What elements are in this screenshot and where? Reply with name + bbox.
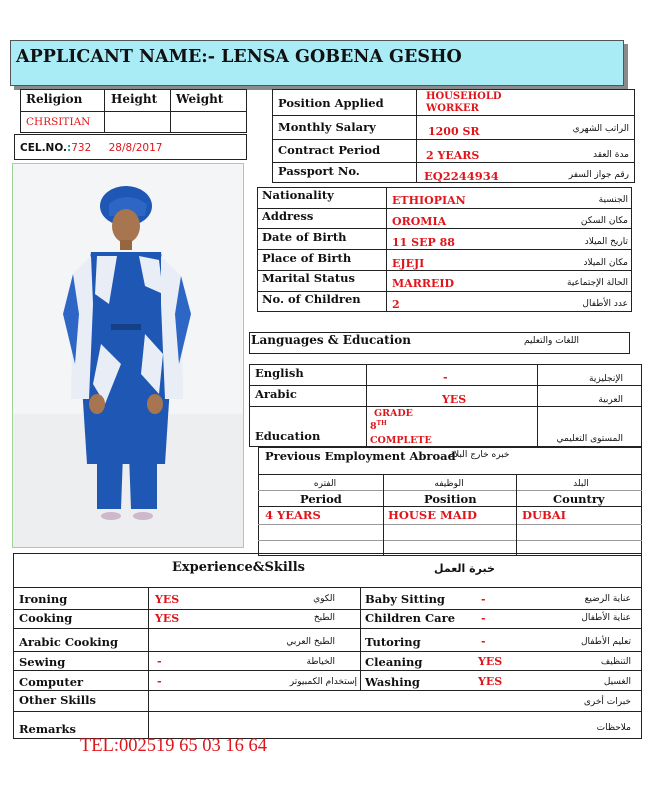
cleaning-label: Cleaning xyxy=(365,655,423,669)
cel-date: 28/8/2017 xyxy=(108,142,163,154)
marital-ar: الحالة الإجتماعية xyxy=(567,278,628,288)
education-line-3: COMPLETE xyxy=(370,435,432,446)
computer-value: - xyxy=(157,675,162,688)
religion-value: CHRSITIAN xyxy=(26,116,91,128)
cooking-ar: الطبخ xyxy=(313,613,335,623)
period-label: Period xyxy=(300,492,342,506)
nationality-value: ETHIOPIAN xyxy=(392,194,466,207)
religion-label: Religion xyxy=(26,92,83,106)
cel-no-label: CEL.NO. xyxy=(20,142,68,154)
applicant-name-title: APPLICANT NAME:- LENSA GOBENA GESHO xyxy=(16,47,462,67)
cel-no-value: 732 xyxy=(71,142,92,154)
washing-ar: الغسيل xyxy=(603,677,631,687)
washing-label: Washing xyxy=(365,675,420,689)
ironing-label: Ironing xyxy=(19,592,68,606)
tutoring-label: Tutoring xyxy=(365,635,421,649)
arabic-value: YES xyxy=(442,393,467,406)
position-label: Position xyxy=(424,492,477,506)
english-ar: الإنجليزية xyxy=(589,374,623,384)
education-grade-number: 8 xyxy=(370,421,377,433)
passport-ar: رقم جواز السفر xyxy=(568,170,629,180)
applicant-photo-illustration xyxy=(13,164,243,547)
cooking-value: YES xyxy=(155,612,180,625)
cooking-label: Cooking xyxy=(19,611,73,625)
position-value: HOUSE MAID xyxy=(388,508,477,522)
country-ar: البلد xyxy=(573,479,589,489)
salary-label: Monthly Salary xyxy=(278,120,376,134)
languages-header: Languages & Education xyxy=(251,333,411,347)
marital-label: Marital Status xyxy=(262,271,355,285)
passport-label: Passport No. xyxy=(278,164,360,178)
baby-sitting-label: Baby Sitting xyxy=(365,592,445,606)
salary-value: 1200 SR xyxy=(428,125,480,138)
address-label: Address xyxy=(262,209,314,223)
height-label: Height xyxy=(111,92,158,106)
position-applied-label: Position Applied xyxy=(278,96,384,110)
tutoring-ar: تعليم الأطفال xyxy=(580,637,631,647)
contract-ar: مدة العقد xyxy=(593,150,629,160)
remarks-ar: ملاحظات xyxy=(596,723,631,733)
sewing-ar: الخياطة xyxy=(306,657,335,667)
period-value: 4 YEARS xyxy=(265,508,321,522)
pob-ar: مكان الميلاد xyxy=(583,258,628,268)
children-care-label: Children Care xyxy=(365,611,456,625)
baby-sitting-ar: عناية الرضيع xyxy=(584,594,631,604)
baby-sitting-value: - xyxy=(481,593,486,606)
position-ar: الوظيفه xyxy=(434,479,464,489)
contract-value: 2 YEARS xyxy=(426,149,480,162)
tutoring-value: - xyxy=(481,635,486,648)
address-value: OROMIA xyxy=(392,215,447,228)
cel-no-line xyxy=(20,142,162,154)
dob-value: 11 SEP 88 xyxy=(392,236,455,249)
period-ar: الفتره xyxy=(313,479,337,489)
children-ar: عدد الأطفال xyxy=(582,299,628,309)
arabic-cooking-ar: الطبخ العربي xyxy=(286,637,335,647)
country-label: Country xyxy=(553,492,605,506)
english-label: English xyxy=(255,366,304,380)
arabic-label: Arabic xyxy=(255,387,297,401)
weight-label: Weight xyxy=(176,92,224,106)
arabic-cooking-label: Arabic Cooking xyxy=(19,635,119,649)
languages-header-ar: اللغات والتعليم xyxy=(524,336,579,346)
children-care-ar: عناية الأطفال xyxy=(581,613,631,623)
sewing-label: Sewing xyxy=(19,655,66,669)
cleaning-value: YES xyxy=(478,655,503,668)
children-label: No. of Children xyxy=(262,292,361,306)
dob-label: Date of Birth xyxy=(262,230,347,244)
remarks-label: Remarks xyxy=(19,722,76,736)
dob-ar: تاريخ الميلاد xyxy=(584,237,628,247)
position-applied-value-1: HOUSEHOLD xyxy=(426,91,502,102)
education-line-2 xyxy=(370,420,387,432)
cleaning-ar: التنظيف xyxy=(600,657,631,667)
passport-value: EQ2244934 xyxy=(424,169,499,183)
cel-no-sep: : xyxy=(67,142,72,154)
other-skills-label: Other Skills xyxy=(19,693,96,707)
address-ar: مكان السكن xyxy=(580,216,628,226)
skills-header-ar: خبرة العمل xyxy=(434,562,495,575)
education-label: Education xyxy=(255,429,321,443)
employment-header-ar: خبره خارج البلاد xyxy=(450,450,510,460)
applicant-photo xyxy=(12,163,244,548)
children-value: 2 xyxy=(392,298,400,311)
pob-label: Place of Birth xyxy=(262,251,352,265)
position-applied-value-2: WORKER xyxy=(426,103,479,114)
education-grade-suffix: TH xyxy=(376,420,387,427)
nationality-ar: الجنسية xyxy=(598,195,628,205)
position-applied-ar: الراتب الشهري xyxy=(572,124,629,134)
employment-header: Previous Employment Abroad xyxy=(265,449,456,463)
marital-value: MARREID xyxy=(392,277,455,290)
country-value: DUBAI xyxy=(522,508,567,522)
english-value: - xyxy=(443,371,448,384)
sewing-value: - xyxy=(157,655,162,668)
computer-ar: إستخدام الكمبيوتر xyxy=(289,677,357,687)
ironing-value: YES xyxy=(155,593,180,606)
washing-value: YES xyxy=(478,675,503,688)
children-care-value: - xyxy=(481,612,486,625)
education-ar: المستوى التعليمي xyxy=(556,434,623,444)
other-skills-ar: خبرات أخرى xyxy=(583,697,631,707)
ironing-ar: الكوي xyxy=(313,594,335,604)
nationality-label: Nationality xyxy=(262,188,334,202)
arabic-ar: العربية xyxy=(598,395,623,405)
computer-label: Computer xyxy=(19,675,84,689)
education-line-1: GRADE xyxy=(374,408,413,419)
contract-label: Contract Period xyxy=(278,143,381,157)
contact-tel: TEL:002519 65 03 16 64 xyxy=(80,736,268,756)
skills-header: Experience&Skills xyxy=(172,560,305,575)
pob-value: EJEJI xyxy=(392,257,425,270)
